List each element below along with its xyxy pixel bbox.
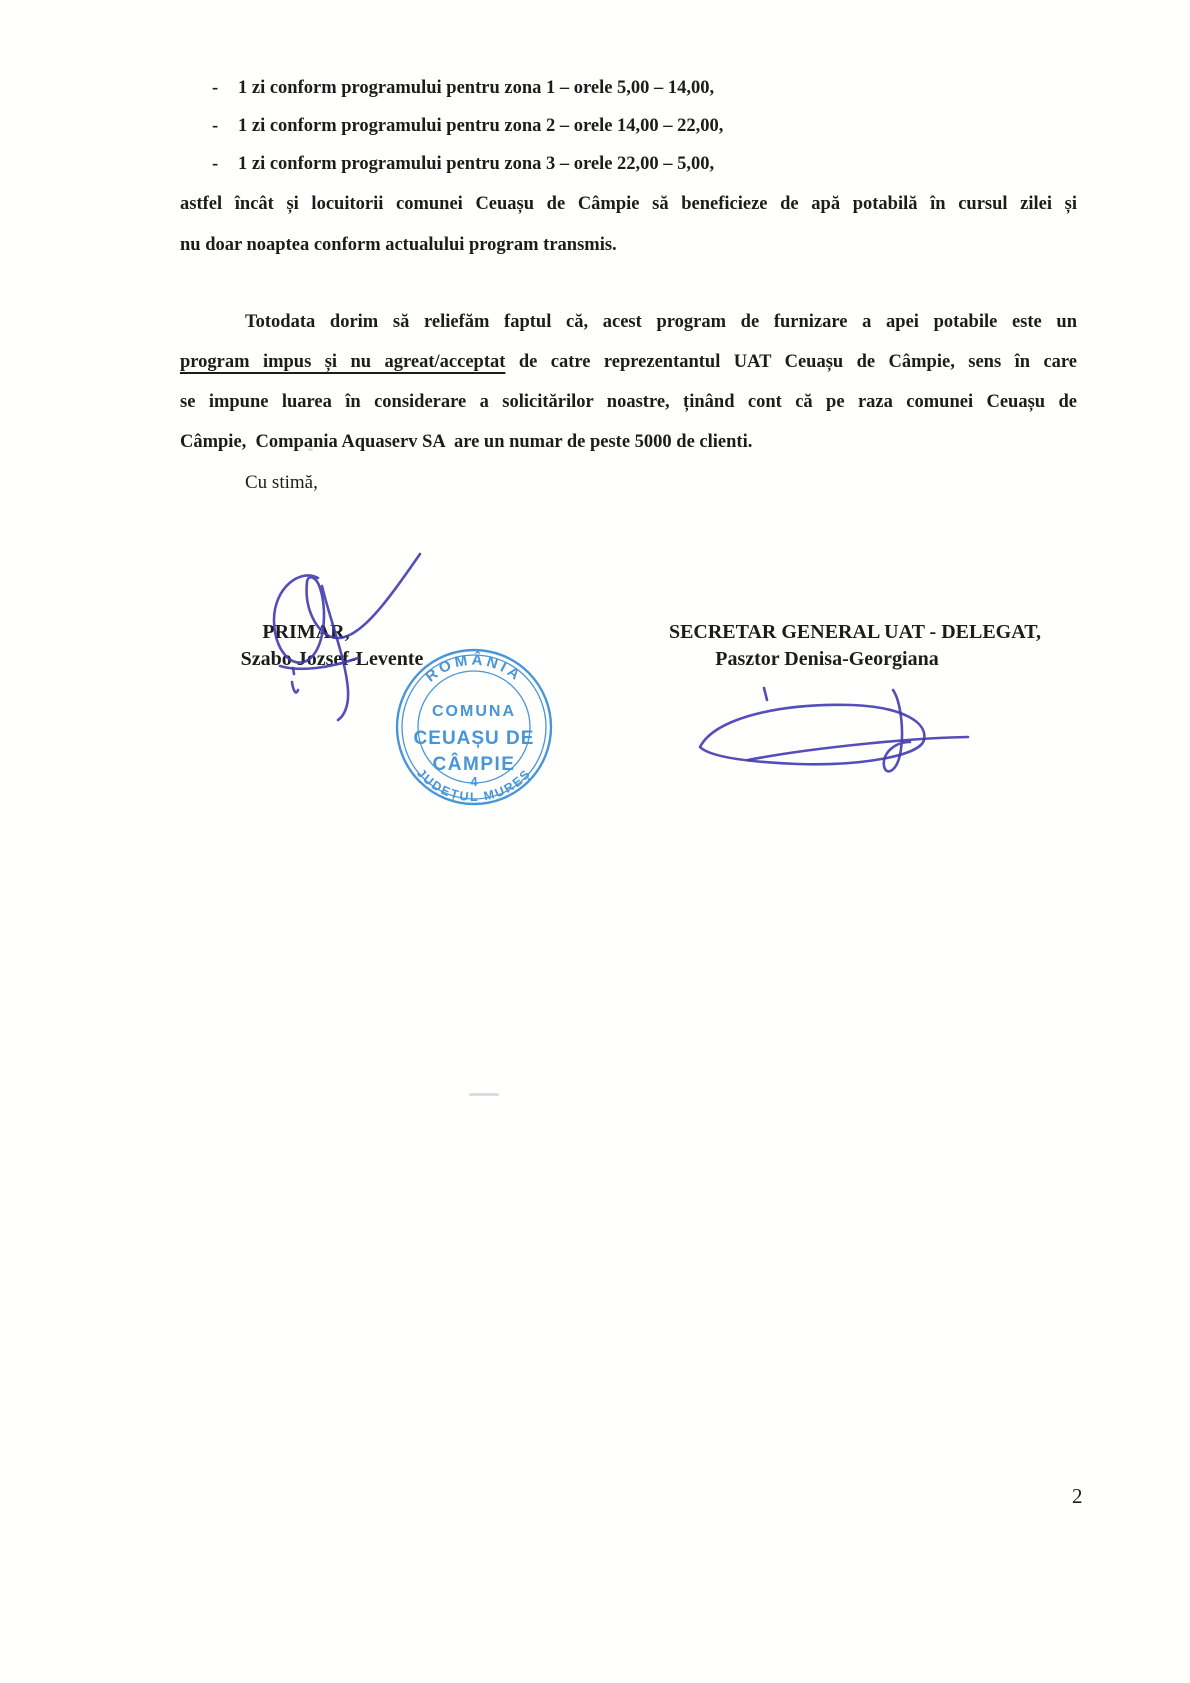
secretary-signature-ink — [630, 670, 980, 790]
stamp-line-number: 4 — [470, 774, 478, 789]
stamp-county-arc-text: JUDEȚUL MUREȘ — [414, 766, 535, 805]
signature-stroke — [274, 554, 420, 663]
closing-salutation: Cu stimă, — [245, 472, 318, 493]
underlined-phrase: program impus și nu agreat/acceptat — [180, 352, 506, 372]
paragraph-line-rest: de catre reprezentantul UAT Ceuașu de Câmpie, sens în care — [518, 352, 1077, 372]
secretary-name: Pasztor Denisa-Georgiana — [715, 648, 939, 670]
list-item-text: 1 zi conform programului pentru zona 2 – orele 14,00 – 22,00, — [238, 116, 724, 136]
paragraph-line — [180, 342, 1077, 382]
bullet-dash: - — [212, 154, 219, 174]
bullet-dash: - — [212, 116, 219, 136]
signature-stroke — [292, 682, 298, 692]
stamp-line-ceuasu: CEUAȘU DE — [413, 728, 535, 749]
stamp-line-comuna: COMUNA — [432, 703, 516, 720]
bullet-dash: - — [212, 78, 219, 98]
body-paragraph — [180, 184, 1077, 266]
body-paragraph — [180, 302, 1077, 462]
paragraph-line: nu doar noaptea conform actualului program transmis. — [180, 235, 617, 255]
primar-name: Szabo Jozsef-Levente — [240, 648, 424, 670]
signature-stroke — [748, 737, 968, 760]
list-item — [212, 154, 714, 175]
list-item — [212, 78, 714, 99]
secretary-title: SECRETAR GENERAL UAT - DELEGAT, — [668, 621, 1042, 643]
list-item-text: 1 zi conform programului pentru zona 3 – orele 22,00 – 5,00, — [238, 154, 715, 174]
scan-smudge — [469, 1093, 499, 1096]
signature-stroke — [700, 705, 924, 764]
primar-signature-ink — [230, 540, 470, 730]
stamp-country-arc-text: ROMÂNIA — [422, 651, 526, 686]
signature-stroke — [293, 668, 294, 674]
primar-title: PRIMAR, — [262, 621, 350, 643]
list-item — [212, 116, 723, 137]
signature-stroke — [764, 688, 767, 700]
paragraph-line: se impune luarea în considerare a solicitărilor noastre, ținând cont că pe raza comunei Ceuașu de — [180, 392, 1077, 412]
signature-stroke — [884, 690, 910, 771]
page-number: 2 — [1072, 1484, 1083, 1508]
stamp-line-campie: CÂMPIE — [432, 754, 516, 775]
paragraph-line: Totodata dorim să reliefăm faptul că, acest program de furnizare a apei potabile este un — [245, 312, 1077, 332]
paragraph-line: Câmpie, Compania Aquaserv SA are un numar de peste 5000 de clienti. — [180, 432, 753, 452]
scan-smudge — [308, 448, 313, 451]
paragraph-line: astfel încât și locuitorii comunei Ceuașu de Câmpie să beneficieze de apă potabilă în cursul zilei și — [180, 194, 1077, 214]
signature-stroke — [322, 586, 348, 720]
list-item-text: 1 zi conform programului pentru zona 1 – orele 5,00 – 14,00, — [238, 78, 715, 98]
